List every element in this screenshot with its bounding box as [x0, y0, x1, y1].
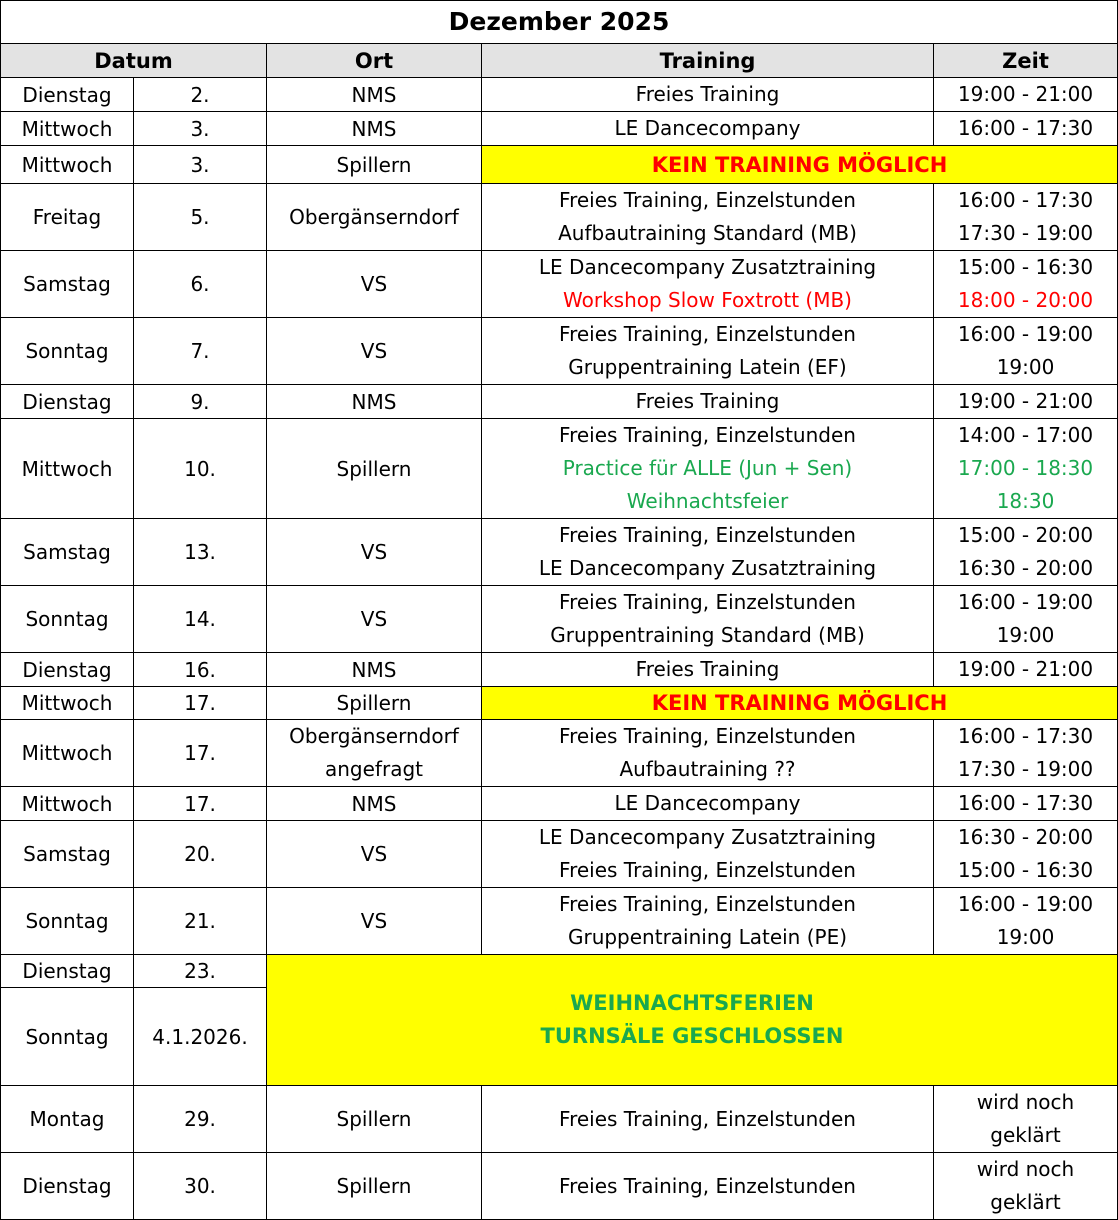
- date-cell: 2.: [134, 78, 267, 112]
- no-training-notice: KEIN TRAINING MÖGLICH: [482, 687, 1118, 720]
- zeit-line: 16:30 - 20:00: [957, 556, 1094, 580]
- zeit-cell: [934, 519, 1118, 586]
- day-cell: Dienstag: [1, 78, 134, 112]
- training-cell: [482, 888, 934, 955]
- date-cell: 7.: [134, 318, 267, 385]
- ort-cell: Spillern: [267, 687, 482, 720]
- table-row: [1, 720, 1118, 787]
- training-line: Freies Training, Einzelstunden: [559, 892, 856, 916]
- training-cell: [482, 385, 934, 419]
- training-line: Freies Training, Einzelstunden: [559, 590, 856, 614]
- date-cell: 20.: [134, 821, 267, 888]
- ort-cell: VS: [267, 821, 482, 888]
- zeit-line: 17:30 - 19:00: [957, 221, 1094, 245]
- holiday-line: TURNSÄLE GESCHLOSSEN: [540, 1024, 844, 1048]
- training-line: Freies Training, Einzelstunden: [559, 188, 856, 212]
- day-cell: Dienstag: [1, 955, 134, 988]
- ort-cell: VS: [267, 519, 482, 586]
- table-row: [1, 1086, 1118, 1153]
- zeit-line: 16:00 - 17:30: [957, 724, 1094, 748]
- zeit-line: 19:00: [996, 623, 1055, 647]
- zeit-line: 19:00 - 21:00: [957, 82, 1094, 106]
- training-line-workshop: Workshop Slow Foxtrott (MB): [563, 288, 852, 312]
- zeit-line: 15:00 - 20:00: [957, 523, 1094, 547]
- zeit-line: 16:00 - 17:30: [957, 116, 1094, 140]
- date-cell: 14.: [134, 586, 267, 653]
- training-line: Freies Training: [635, 389, 780, 413]
- table-row: [1, 78, 1118, 112]
- training-cell: Freies Training, Einzelstunden: [482, 1153, 934, 1220]
- table-row: [1, 385, 1118, 419]
- training-cell: [482, 787, 934, 821]
- date-cell: 17.: [134, 787, 267, 821]
- zeit-line: geklärt: [990, 1190, 1061, 1214]
- day-cell: Dienstag: [1, 653, 134, 687]
- training-line: Gruppentraining Latein (PE): [567, 925, 848, 949]
- date-cell: 16.: [134, 653, 267, 687]
- training-line: LE Dancecompany: [614, 791, 801, 815]
- zeit-cell: [934, 112, 1118, 146]
- zeit-line: 16:00 - 17:30: [957, 791, 1094, 815]
- ort-cell: Obergänserndorf: [267, 184, 482, 251]
- zeit-line-practice: 17:00 - 18:30: [957, 456, 1094, 480]
- ort-cell: Spillern: [267, 1086, 482, 1153]
- ort-cell: [267, 720, 482, 787]
- zeit-line: 14:00 - 17:00: [957, 423, 1094, 447]
- header-ort: Ort: [267, 44, 482, 78]
- zeit-cell: [934, 1086, 1118, 1153]
- training-cell: [482, 720, 934, 787]
- date-cell: 13.: [134, 519, 267, 586]
- zeit-line: 19:00 - 21:00: [957, 389, 1094, 413]
- zeit-cell: [934, 184, 1118, 251]
- day-cell: Mittwoch: [1, 146, 134, 184]
- date-cell: 4.1.2026.: [134, 988, 267, 1086]
- training-cell: Freies Training, Einzelstunden: [482, 1086, 934, 1153]
- holiday-notice: [267, 955, 1118, 1086]
- training-cell: [482, 821, 934, 888]
- training-line: Freies Training: [635, 82, 780, 106]
- zeit-line: wird noch: [976, 1090, 1075, 1114]
- zeit-cell: [934, 1153, 1118, 1220]
- day-cell: Samstag: [1, 821, 134, 888]
- day-cell: Mittwoch: [1, 720, 134, 787]
- ort-cell: NMS: [267, 653, 482, 687]
- header-datum: Datum: [1, 44, 267, 78]
- training-line-practice: Practice für ALLE (Jun + Sen): [562, 456, 853, 480]
- table-row: [1, 888, 1118, 955]
- date-cell: 6.: [134, 251, 267, 318]
- date-cell: 3.: [134, 112, 267, 146]
- table-row: [1, 586, 1118, 653]
- header-zeit: Zeit: [934, 44, 1118, 78]
- zeit-line: 16:00 - 19:00: [957, 590, 1094, 614]
- date-cell: 10.: [134, 419, 267, 519]
- day-cell: Samstag: [1, 519, 134, 586]
- zeit-line: 16:00 - 19:00: [957, 892, 1094, 916]
- zeit-line: 19:00: [996, 355, 1055, 379]
- table-row: [1, 146, 1118, 184]
- training-line: Freies Training, Einzelstunden: [559, 322, 856, 346]
- date-cell: 3.: [134, 146, 267, 184]
- ort-cell: Spillern: [267, 146, 482, 184]
- table-row: [1, 955, 1118, 988]
- zeit-line: 19:00 - 21:00: [957, 657, 1094, 681]
- training-line: LE Dancecompany: [614, 116, 801, 140]
- table-row: [1, 519, 1118, 586]
- training-cell: [482, 586, 934, 653]
- training-line: Freies Training, Einzelstunden: [559, 523, 856, 547]
- holiday-line: WEIHNACHTSFERIEN: [570, 991, 814, 1015]
- training-line: Freies Training, Einzelstunden: [559, 858, 856, 882]
- ort-cell: Spillern: [267, 419, 482, 519]
- training-line: LE Dancecompany Zusatztraining: [538, 825, 877, 849]
- table-row: [1, 821, 1118, 888]
- training-line: Freies Training, Einzelstunden: [559, 724, 856, 748]
- zeit-line: 16:00 - 17:30: [957, 188, 1094, 212]
- table-row: [1, 1153, 1118, 1220]
- zeit-cell: [934, 720, 1118, 787]
- day-cell: Freitag: [1, 184, 134, 251]
- day-cell: Sonntag: [1, 586, 134, 653]
- training-cell: [482, 112, 934, 146]
- zeit-cell: [934, 385, 1118, 419]
- ort-cell: VS: [267, 251, 482, 318]
- zeit-cell: [934, 78, 1118, 112]
- training-cell: [482, 419, 934, 519]
- ort-cell: NMS: [267, 78, 482, 112]
- ort-cell: NMS: [267, 787, 482, 821]
- training-line: Aufbautraining ??: [619, 757, 796, 781]
- training-line: LE Dancecompany Zusatztraining: [538, 255, 877, 279]
- day-cell: Sonntag: [1, 318, 134, 385]
- ort-cell: Spillern: [267, 1153, 482, 1220]
- page-title: Dezember 2025: [1, 1, 1118, 44]
- zeit-cell: [934, 251, 1118, 318]
- zeit-cell: [934, 787, 1118, 821]
- table-row: [1, 112, 1118, 146]
- table-row: [1, 787, 1118, 821]
- zeit-cell: [934, 888, 1118, 955]
- zeit-line: wird noch: [976, 1157, 1075, 1181]
- day-cell: Samstag: [1, 251, 134, 318]
- date-cell: 29.: [134, 1086, 267, 1153]
- day-cell: Mittwoch: [1, 687, 134, 720]
- date-cell: 17.: [134, 687, 267, 720]
- date-cell: 9.: [134, 385, 267, 419]
- day-cell: Sonntag: [1, 988, 134, 1086]
- training-line: Aufbautraining Standard (MB): [558, 221, 857, 245]
- zeit-line: geklärt: [990, 1123, 1061, 1147]
- training-cell: [482, 184, 934, 251]
- header-training: Training: [482, 44, 934, 78]
- ort-cell: VS: [267, 888, 482, 955]
- ort-cell: VS: [267, 586, 482, 653]
- zeit-cell: [934, 821, 1118, 888]
- day-cell: Dienstag: [1, 1153, 134, 1220]
- table-row: [1, 251, 1118, 318]
- zeit-line-weihnachtsfeier: 18:30: [996, 489, 1055, 513]
- training-cell: [482, 78, 934, 112]
- zeit-line: 17:30 - 19:00: [957, 757, 1094, 781]
- ort-cell: NMS: [267, 112, 482, 146]
- ort-cell: NMS: [267, 385, 482, 419]
- zeit-cell: [934, 586, 1118, 653]
- day-cell: Sonntag: [1, 888, 134, 955]
- table-row: [1, 653, 1118, 687]
- day-cell: Mittwoch: [1, 112, 134, 146]
- date-cell: 30.: [134, 1153, 267, 1220]
- training-cell: [482, 653, 934, 687]
- training-cell: [482, 251, 934, 318]
- zeit-line: 16:00 - 19:00: [957, 322, 1094, 346]
- day-cell: Mittwoch: [1, 787, 134, 821]
- training-line: Gruppentraining Latein (EF): [568, 355, 847, 379]
- zeit-line: 15:00 - 16:30: [957, 255, 1094, 279]
- training-line: Freies Training, Einzelstunden: [559, 423, 856, 447]
- zeit-line: 19:00: [996, 925, 1055, 949]
- table-row: [1, 318, 1118, 385]
- day-cell: Mittwoch: [1, 419, 134, 519]
- day-cell: Dienstag: [1, 385, 134, 419]
- ort-line: Obergänserndorf: [289, 724, 459, 748]
- date-cell: 21.: [134, 888, 267, 955]
- table-row: [1, 184, 1118, 251]
- ort-cell: VS: [267, 318, 482, 385]
- table-row: [1, 419, 1118, 519]
- training-line: Freies Training: [635, 657, 780, 681]
- zeit-line: 15:00 - 16:30: [957, 858, 1094, 882]
- training-cell: [482, 318, 934, 385]
- zeit-cell: [934, 653, 1118, 687]
- training-line: LE Dancecompany Zusatztraining: [538, 556, 877, 580]
- zeit-cell: [934, 419, 1118, 519]
- zeit-line-workshop: 18:00 - 20:00: [957, 288, 1094, 312]
- table-row: [1, 687, 1118, 720]
- training-line-weihnachtsfeier: Weihnachtsfeier: [626, 489, 789, 513]
- ort-line: angefragt: [325, 757, 423, 781]
- date-cell: 17.: [134, 720, 267, 787]
- zeit-line: 16:30 - 20:00: [957, 825, 1094, 849]
- no-training-notice: KEIN TRAINING MÖGLICH: [482, 146, 1118, 184]
- training-line: Gruppentraining Standard (MB): [550, 623, 865, 647]
- date-cell: 5.: [134, 184, 267, 251]
- date-cell: 23.: [134, 955, 267, 988]
- zeit-cell: [934, 318, 1118, 385]
- day-cell: Montag: [1, 1086, 134, 1153]
- training-cell: [482, 519, 934, 586]
